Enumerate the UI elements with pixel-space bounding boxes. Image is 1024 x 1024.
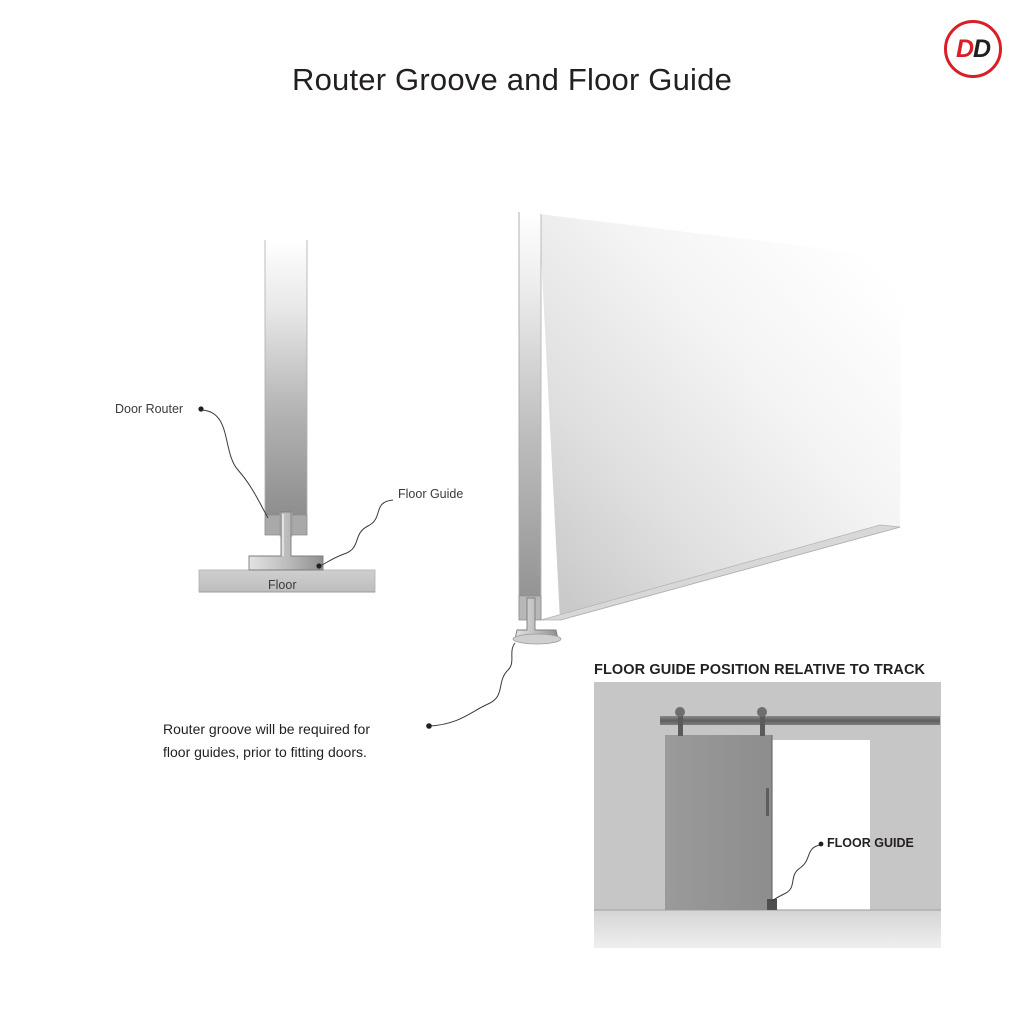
leader-dot-inset [819, 842, 824, 847]
leader-dot-floor-guide [316, 563, 321, 568]
perspective-guide-base [513, 634, 561, 644]
inset-sliding-door [665, 735, 772, 910]
cross-section-group [115, 240, 463, 592]
label-floor: Floor [268, 578, 297, 592]
inset-callout-label: FLOOR GUIDE [827, 836, 914, 850]
page-title: Router Groove and Floor Guide [291, 62, 733, 97]
logo-letter-first: D [955, 34, 973, 63]
inset-roller-left [675, 707, 685, 717]
door-leading-edge [519, 212, 541, 620]
leader-note [430, 643, 515, 726]
door-slab-section [265, 240, 307, 515]
logo-letter-second: D [973, 34, 991, 63]
inset-title: FLOOR GUIDE POSITION RELATIVE TO TRACK [594, 662, 926, 678]
inset-track [660, 716, 940, 725]
inset-panel-group [594, 662, 941, 948]
leader-door-router [202, 410, 268, 518]
note-line-2: floor guides, prior to fitting doors. [163, 744, 367, 760]
leader-dot-door-router [198, 406, 203, 411]
inset-door-handle [766, 788, 769, 816]
door-face-perspective [539, 214, 902, 620]
leader-floor-guide [320, 500, 393, 566]
inset-floor [594, 910, 941, 948]
label-door-router: Door Router [115, 402, 184, 416]
inset-roller-right [757, 707, 767, 717]
floor-guide-section [249, 512, 323, 570]
label-floor-guide: Floor Guide [398, 487, 464, 501]
note-line-1: Router groove will be required for [163, 721, 370, 737]
leader-dot-note [426, 723, 432, 729]
